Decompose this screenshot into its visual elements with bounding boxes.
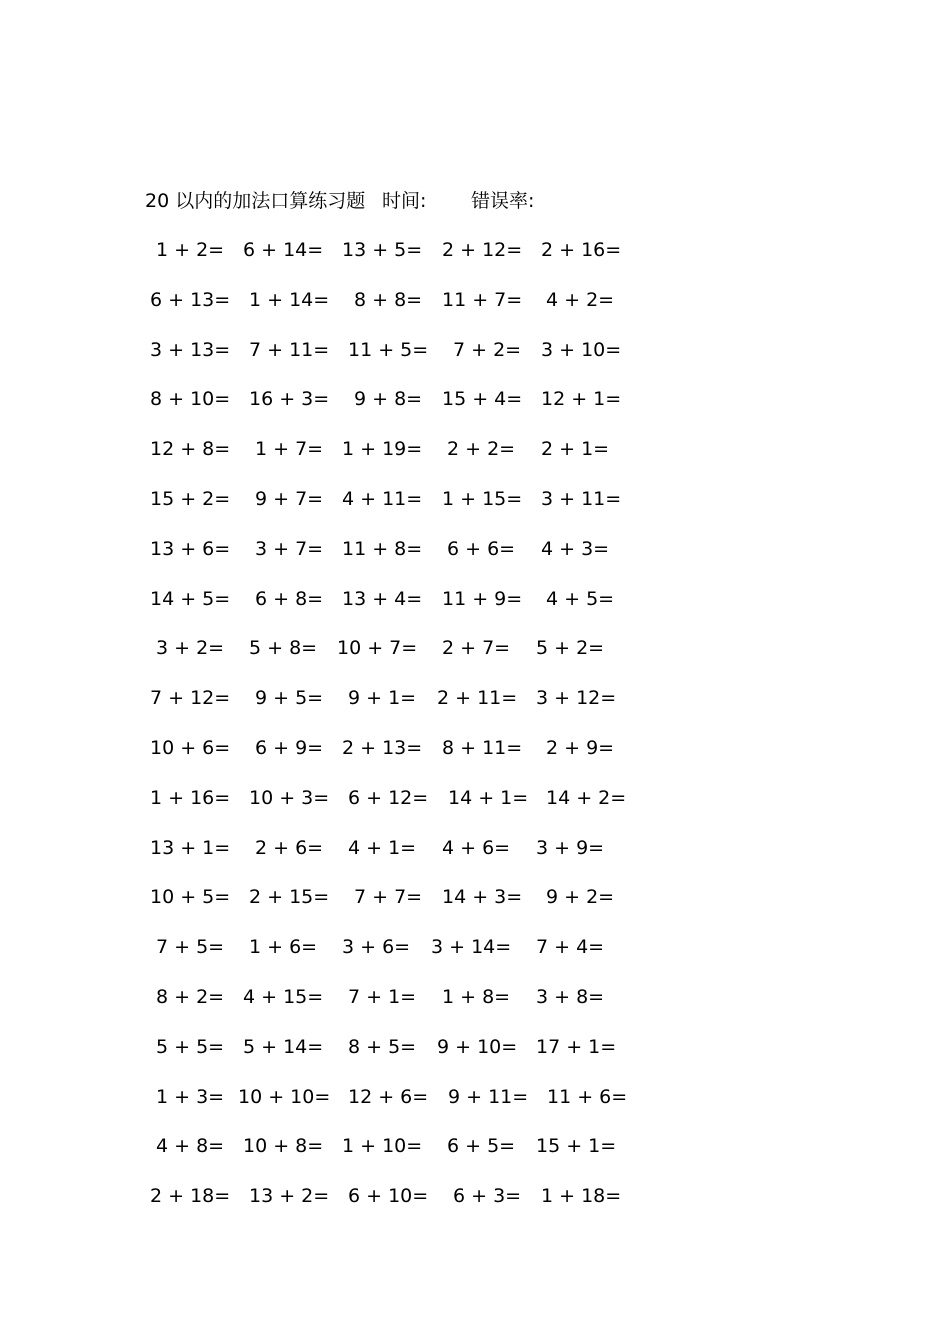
- addition-problem: 7 + 5=: [156, 936, 225, 959]
- problem-row: [0, 1032, 950, 1082]
- addition-problem: 1 + 6=: [249, 936, 318, 959]
- addition-problem: 9 + 1=: [348, 687, 417, 710]
- addition-problem: 12 + 8=: [150, 438, 231, 461]
- problem-row: [0, 235, 950, 285]
- addition-problem: 15 + 1=: [536, 1135, 617, 1158]
- addition-problem: 11 + 7=: [442, 288, 523, 311]
- addition-problem: 1 + 3=: [156, 1085, 225, 1108]
- problem-row: [0, 434, 950, 484]
- addition-problem: 1 + 14=: [249, 288, 330, 311]
- addition-problem: 11 + 8=: [342, 537, 423, 560]
- addition-problem: 2 + 1=: [541, 438, 610, 461]
- problem-row: [0, 733, 950, 783]
- addition-problem: 8 + 10=: [150, 388, 231, 411]
- addition-problem: 14 + 5=: [150, 587, 231, 610]
- addition-problem: 10 + 10=: [238, 1085, 331, 1108]
- addition-problem: 12 + 1=: [541, 388, 622, 411]
- addition-problem: 8 + 2=: [156, 985, 225, 1008]
- addition-problem: 1 + 15=: [442, 487, 523, 510]
- addition-problem: 6 + 10=: [348, 1185, 429, 1208]
- addition-problem: 13 + 1=: [150, 836, 231, 859]
- addition-problem: 5 + 5=: [156, 1035, 225, 1058]
- addition-problem: 10 + 3=: [249, 786, 330, 809]
- addition-problem: 13 + 2=: [249, 1185, 330, 1208]
- addition-problem: 11 + 6=: [547, 1085, 628, 1108]
- addition-problem: 5 + 8=: [249, 637, 318, 660]
- addition-problem: 10 + 5=: [150, 886, 231, 909]
- addition-problem: 13 + 6=: [150, 537, 231, 560]
- addition-problem: 4 + 5=: [546, 587, 615, 610]
- addition-problem: 2 + 2=: [447, 438, 516, 461]
- addition-problem: 3 + 7=: [255, 537, 324, 560]
- addition-problem: 8 + 8=: [354, 288, 423, 311]
- addition-problem: 2 + 13=: [342, 736, 423, 759]
- addition-problem: 7 + 2=: [453, 338, 522, 361]
- problem-row: [0, 633, 950, 683]
- addition-problem: 12 + 6=: [348, 1085, 429, 1108]
- addition-problem: 3 + 8=: [536, 985, 605, 1008]
- addition-problem: 3 + 14=: [431, 936, 512, 959]
- addition-problem: 9 + 7=: [255, 487, 324, 510]
- addition-problem: 3 + 9=: [536, 836, 605, 859]
- problem-row: [0, 285, 950, 335]
- addition-problem: 1 + 19=: [342, 438, 423, 461]
- addition-problem: 2 + 12=: [442, 239, 523, 261]
- addition-problem: 6 + 13=: [150, 288, 231, 311]
- time-label: 时间:: [382, 190, 427, 212]
- addition-problem: 2 + 16=: [541, 239, 622, 261]
- addition-problem: 4 + 11=: [342, 487, 423, 510]
- addition-problem: 7 + 7=: [354, 886, 423, 909]
- problem-row: [0, 584, 950, 634]
- error-rate-label: 错误率:: [471, 190, 535, 212]
- addition-problem: 1 + 2=: [156, 239, 225, 261]
- addition-problem: 4 + 6=: [442, 836, 511, 859]
- addition-problem: 4 + 1=: [348, 836, 417, 859]
- addition-problem: 4 + 2=: [546, 288, 615, 311]
- addition-problem: 11 + 5=: [348, 338, 429, 361]
- addition-problem: 1 + 8=: [442, 985, 511, 1008]
- addition-problem: 5 + 2=: [536, 637, 605, 660]
- problem-row: [0, 1082, 950, 1132]
- addition-problem: 2 + 6=: [255, 836, 324, 859]
- addition-problem: 10 + 7=: [337, 637, 418, 660]
- addition-problem: 5 + 14=: [243, 1035, 324, 1058]
- addition-problem: 7 + 12=: [150, 687, 231, 710]
- addition-problem: 14 + 2=: [546, 786, 627, 809]
- addition-problem: 14 + 3=: [442, 886, 523, 909]
- addition-problem: 9 + 11=: [448, 1085, 529, 1108]
- addition-problem: 8 + 5=: [348, 1035, 417, 1058]
- addition-problem: 2 + 18=: [150, 1185, 231, 1208]
- addition-problem: 9 + 5=: [255, 687, 324, 710]
- problem-row: [0, 1181, 950, 1231]
- addition-problem: 3 + 10=: [541, 338, 622, 361]
- addition-problem: 2 + 9=: [546, 736, 615, 759]
- addition-problem: 3 + 6=: [342, 936, 411, 959]
- addition-problem: 11 + 9=: [442, 587, 523, 610]
- problem-row: [0, 783, 950, 833]
- addition-problem: 7 + 4=: [536, 936, 605, 959]
- addition-problem: 13 + 4=: [342, 587, 423, 610]
- problem-row: [0, 384, 950, 434]
- addition-problem: 4 + 8=: [156, 1135, 225, 1158]
- addition-problem: 1 + 16=: [150, 786, 231, 809]
- problem-row: [0, 882, 950, 932]
- addition-problem: 7 + 1=: [348, 985, 417, 1008]
- problem-row: [0, 335, 950, 385]
- worksheet-title: 20 以内的加法口算练习题: [145, 190, 366, 212]
- addition-problem: 10 + 8=: [243, 1135, 324, 1158]
- problem-row: [0, 534, 950, 584]
- addition-problem: 3 + 13=: [150, 338, 231, 361]
- addition-problem: 3 + 12=: [536, 687, 617, 710]
- problem-row: [0, 833, 950, 883]
- addition-problem: 6 + 3=: [453, 1185, 522, 1208]
- addition-problem: 4 + 3=: [541, 537, 610, 560]
- addition-problem: 6 + 9=: [255, 736, 324, 759]
- addition-problem: 13 + 5=: [342, 239, 423, 261]
- addition-problem: 6 + 5=: [447, 1135, 516, 1158]
- addition-problem: 2 + 7=: [442, 637, 511, 660]
- problem-grid: [0, 235, 950, 1231]
- problem-row: [0, 683, 950, 733]
- addition-problem: 1 + 18=: [541, 1185, 622, 1208]
- problem-row: [0, 1131, 950, 1181]
- problem-row: [0, 932, 950, 982]
- problem-row: [0, 484, 950, 534]
- addition-problem: 6 + 14=: [243, 239, 324, 261]
- addition-problem: 15 + 4=: [442, 388, 523, 411]
- addition-problem: 3 + 11=: [541, 487, 622, 510]
- problem-row: [0, 982, 950, 1032]
- addition-problem: 1 + 10=: [342, 1135, 423, 1158]
- addition-problem: 7 + 11=: [249, 338, 330, 361]
- addition-problem: 3 + 2=: [156, 637, 225, 660]
- addition-problem: 15 + 2=: [150, 487, 231, 510]
- addition-problem: 9 + 8=: [354, 388, 423, 411]
- addition-problem: 10 + 6=: [150, 736, 231, 759]
- addition-problem: 4 + 15=: [243, 985, 324, 1008]
- addition-problem: 17 + 1=: [536, 1035, 617, 1058]
- addition-problem: 6 + 12=: [348, 786, 429, 809]
- addition-problem: 6 + 8=: [255, 587, 324, 610]
- addition-problem: 8 + 11=: [442, 736, 523, 759]
- addition-problem: 2 + 11=: [437, 687, 518, 710]
- addition-problem: 1 + 7=: [255, 438, 324, 461]
- addition-problem: 14 + 1=: [448, 786, 529, 809]
- addition-problem: 9 + 10=: [437, 1035, 518, 1058]
- addition-problem: 16 + 3=: [249, 388, 330, 411]
- addition-problem: 2 + 15=: [249, 886, 330, 909]
- addition-problem: 6 + 6=: [447, 537, 516, 560]
- addition-problem: 9 + 2=: [546, 886, 615, 909]
